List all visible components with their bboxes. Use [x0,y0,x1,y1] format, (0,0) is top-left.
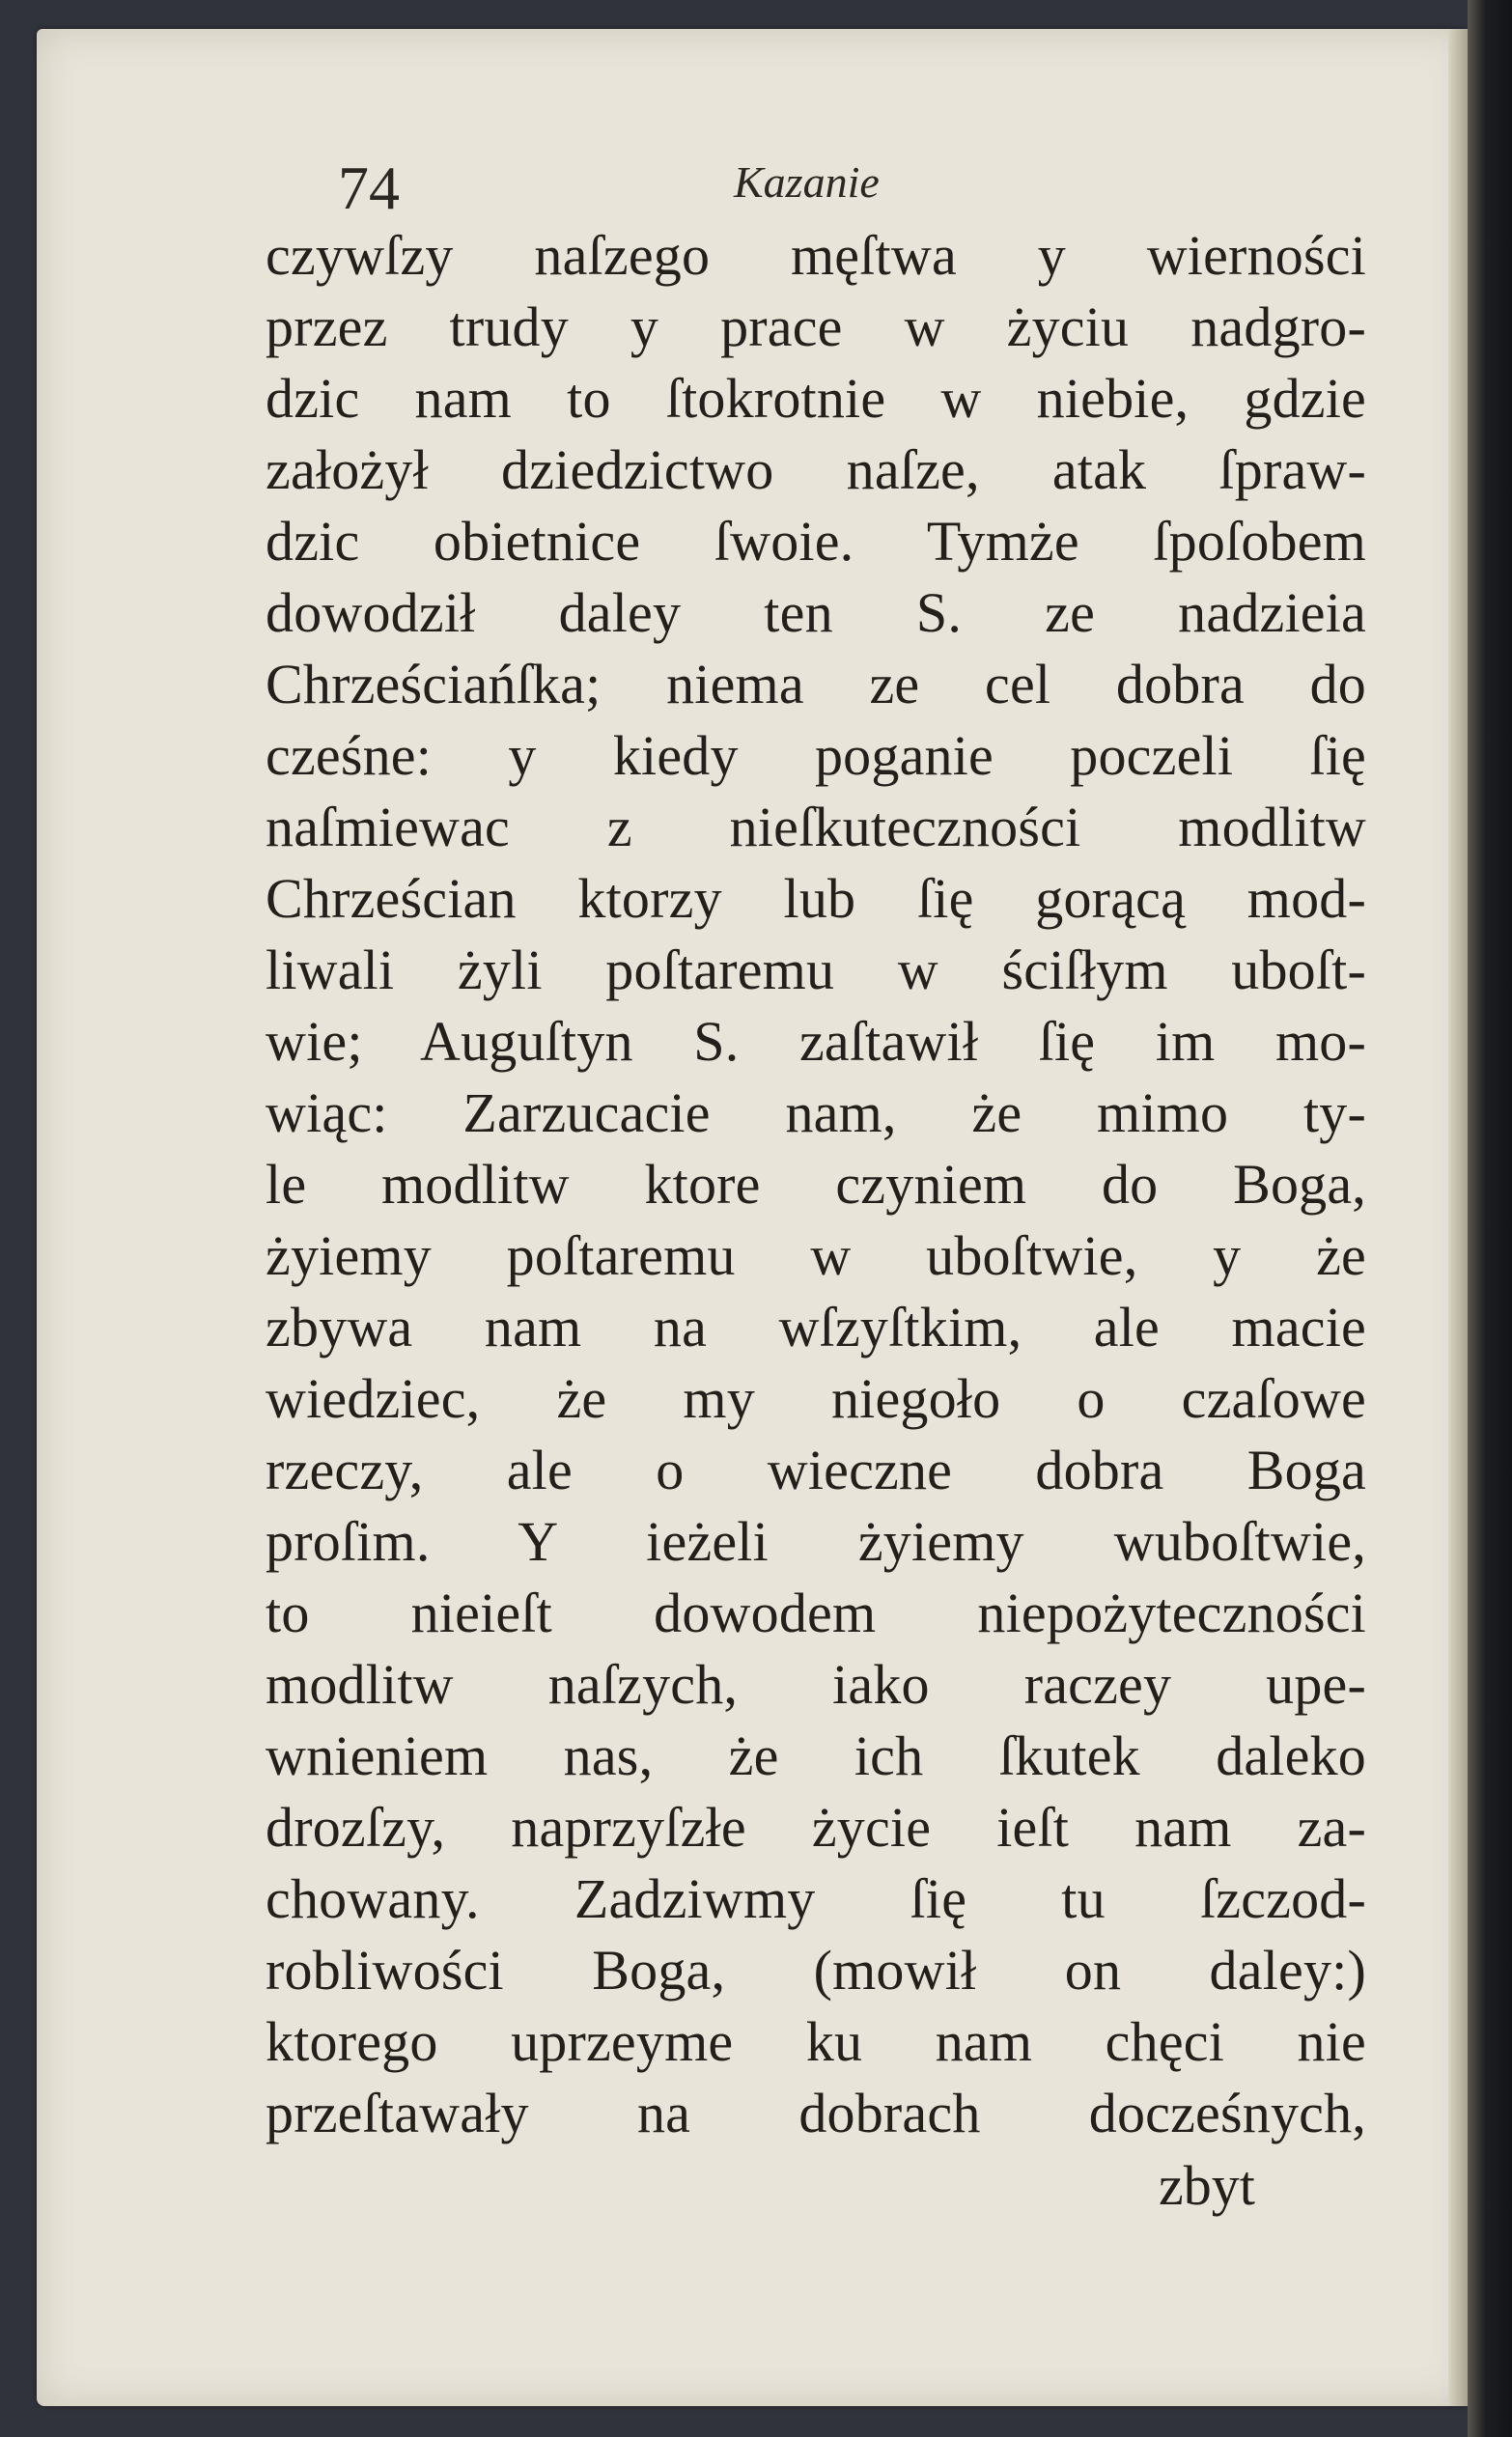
text-line: chowany. Zadziwmy ſię tu ſzczod- [266,1867,1366,1930]
text-line: czywſzy naſzego męſtwa y wierności [266,224,1366,287]
text-line: le modlitw ktore czyniem do Boga, [266,1153,1366,1216]
text-line: wiedziec, że my niegoło o czaſowe [266,1367,1366,1430]
text-line: wie; Auguſtyn S. zaſtawił ſię im mo- [266,1010,1366,1073]
page-header [261,145,1371,222]
text-line: drozſzy, naprzyſzłe życie ieſt nam za- [266,1796,1366,1859]
catchword: zbyt [1159,2154,1255,2217]
text-line: robliwości Boga, (mowił on daley:) [266,1939,1366,2002]
text-line: Chrześciańſka; niema ze cel dobra do [266,653,1366,715]
text-line: wiąc: Zarzucacie nam, że mimo ty- [266,1081,1366,1144]
page-number: 74 [338,154,400,222]
text-line: to nieieſt dowodem niepożyteczności [266,1582,1366,1644]
text-line: cześne: y kiedy poganie poczeli ſię [266,724,1366,787]
text-line: zbywa nam na wſzyſtkim, ale macie [266,1296,1366,1359]
page-edge [1448,29,1468,2406]
text-line: przez trudy y prace w życiu nadgro- [266,295,1366,358]
text-line: ktorego uprzeyme ku nam chęci nie [266,2010,1366,2073]
text-line: proſim. Y ieżeli żyiemy wuboſtwie, [266,1510,1366,1573]
text-line: dzic nam to ſtokrotnie w niebie, gdzie [266,367,1366,430]
text-line: naſmiewac z nieſkuteczności modlitw [266,796,1366,858]
body-text [266,220,1366,2149]
text-line: liwali żyli poſtaremu w ściſłym uboſt- [266,938,1366,1001]
text-line: wnieniem nas, że ich ſkutek daleko [266,1724,1366,1787]
text-line: dowodził daley ten S. ze nadzieia [266,581,1366,644]
text-line: rzeczy, ale o wieczne dobra Boga [266,1439,1366,1501]
text-line: modlitw naſzych, iako raczey upe- [266,1653,1366,1716]
running-head: Kazanie [734,157,880,207]
text-line: żyiemy poſtaremu w uboſtwie, y że [266,1224,1366,1287]
text-line: dzic obietnice ſwoie. Tymże ſpoſobem [266,510,1366,573]
text-line: przeſtawały na dobrach docześnych, [266,2082,1366,2144]
text-line: Chrześcian ktorzy lub ſię gorącą mod- [266,867,1366,930]
book-gutter [1468,0,1512,2437]
text-line: założył dziedzictwo naſze, atak ſpraw- [266,438,1366,501]
